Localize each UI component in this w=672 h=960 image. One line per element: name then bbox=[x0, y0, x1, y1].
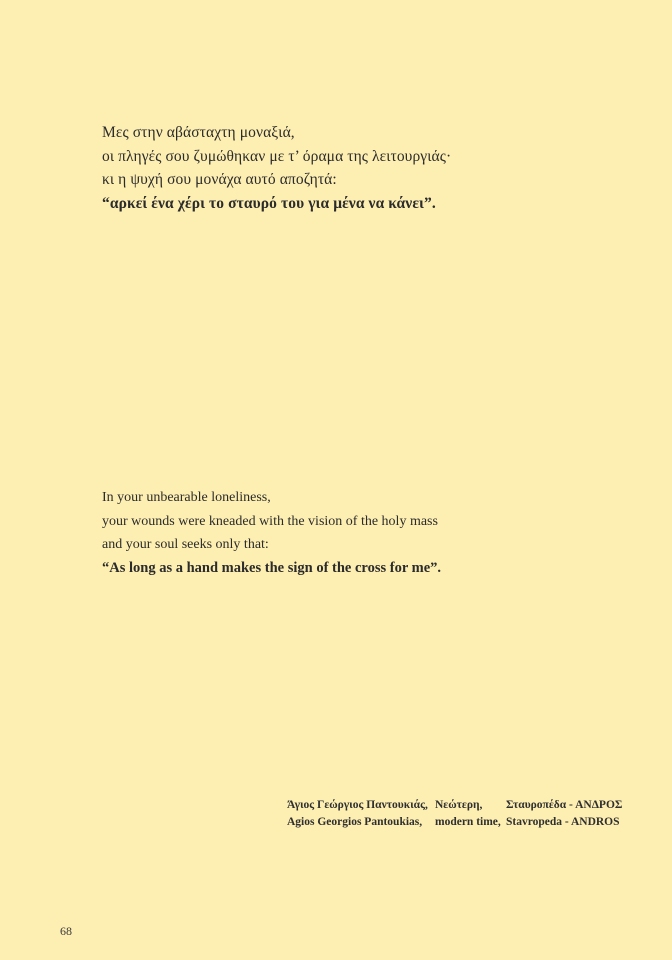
greek-poem-quote-line: “αρκεί ένα χέρι το σταυρό του για μένα να κάνει”. bbox=[102, 194, 436, 212]
greek-poem-line: κι η ψυχή σου μονάχα αυτό αποζητά: bbox=[102, 171, 337, 188]
caption-row-english bbox=[287, 814, 626, 831]
caption-location-english: Stavropeda - ANDROS bbox=[506, 815, 620, 828]
english-poem-stanza bbox=[102, 486, 622, 580]
english-poem-line: In your unbearable loneliness, bbox=[102, 490, 271, 505]
greek-poem-line: οι πληγές σου ζυμώθηκαν με τ’ όραμα της λειτουργιάς· bbox=[102, 147, 452, 165]
greek-poem-stanza bbox=[102, 121, 622, 215]
caption-era-greek: Νεώτερη, bbox=[435, 799, 483, 811]
page-number: 68 bbox=[60, 924, 72, 938]
caption-row-greek bbox=[287, 797, 626, 814]
greek-poem-line: Μες στην αβάσταχτη μοναξιά, bbox=[102, 124, 295, 141]
caption-location-greek: Σταυροπέδα - ΑΝΔΡΟΣ bbox=[506, 799, 623, 811]
caption-era-english: modern time, bbox=[435, 815, 501, 828]
photo-caption bbox=[287, 797, 626, 830]
english-poem-line: your wounds were kneaded with the vision of the holy mass bbox=[102, 513, 438, 529]
english-poem-quote-line: “As long as a hand makes the sign of the cross for me”. bbox=[102, 559, 442, 576]
caption-place-english: Agios Georgios Pantoukias, bbox=[287, 815, 423, 828]
english-poem-line: and your soul seeks only that: bbox=[102, 537, 269, 552]
caption-place-greek: Άγιος Γεώργιος Παντουκιάς, bbox=[287, 799, 428, 811]
